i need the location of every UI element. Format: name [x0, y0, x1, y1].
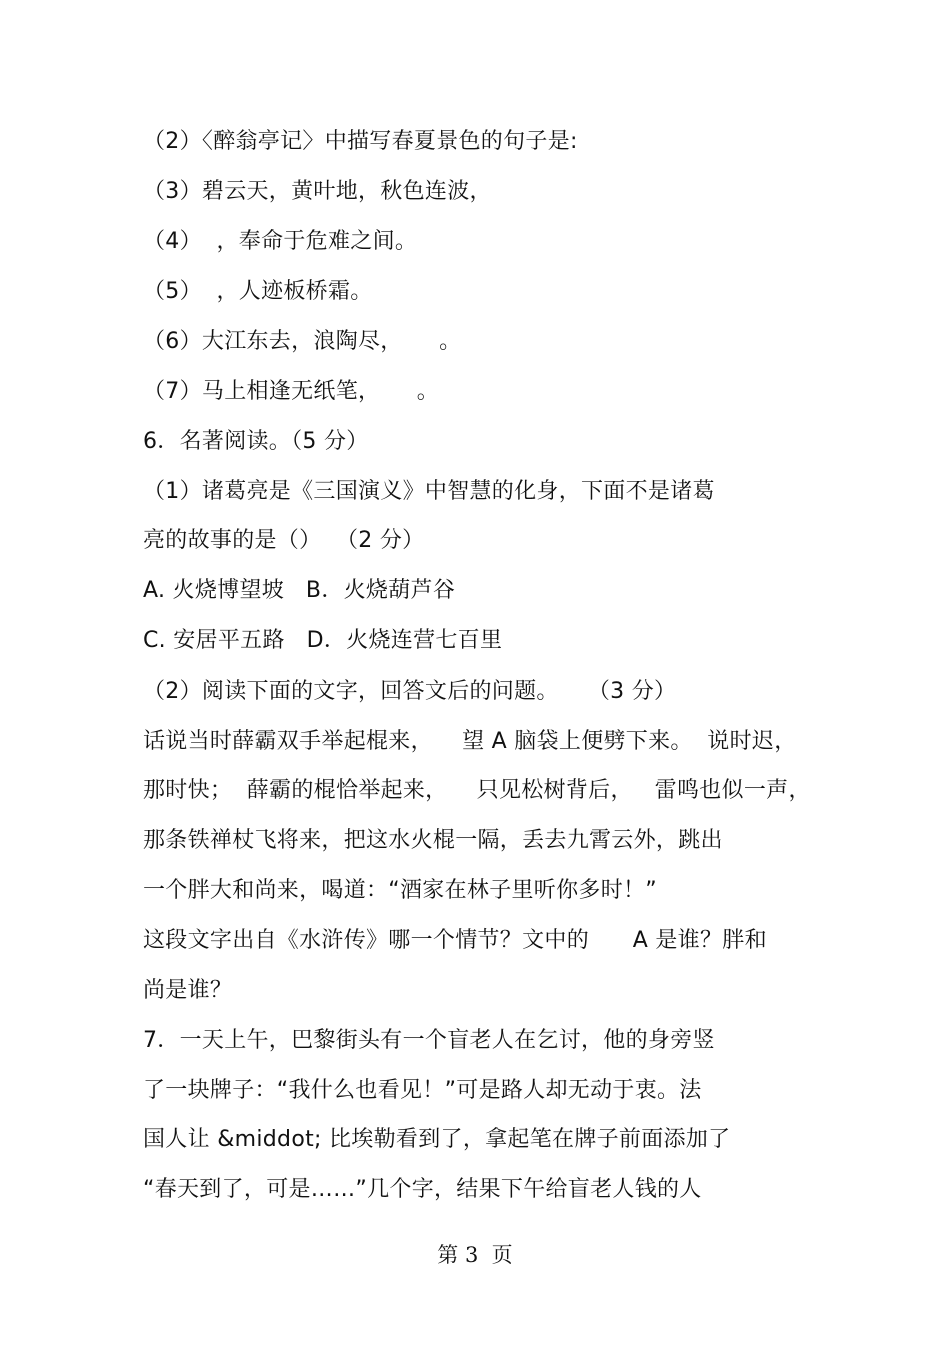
text-line: （2）〈醉翁亭记〉中描写春夏景色的句子是:	[143, 129, 578, 154]
text-line: 了一块牌子：“我什么也看见！”可是路人却无动于衷。法	[143, 1078, 702, 1103]
text-line: （4） ，奉命于危难之间。	[143, 229, 418, 254]
text-line: （1）诸葛亮是《三国演义》中智慧的化身，下面不是诸葛	[143, 479, 715, 504]
text-line: （5） ，人迹板桥霜。	[143, 279, 373, 304]
text-line: （6）大江东去，浪陶尽， 。	[143, 329, 462, 354]
text-line: （2）阅读下面的文字，回答文后的问题。 （3 分）	[143, 679, 677, 704]
passage-line: 那条铁禅杖飞将来，把这水火棍一隔，丢去九霄云外，跳出	[143, 828, 723, 853]
text-line: （7）马上相逢无纸笔， 。	[143, 379, 440, 404]
text-line: （3）碧云天，黄叶地，秋色连波，	[143, 179, 492, 204]
text-line: 亮的故事的是（） （2 分）	[143, 528, 425, 553]
passage-line: 话说当时薛霸双手举起棍来， 望 A 脑袋上便劈下来。 说时迟，	[143, 729, 797, 754]
text-line: 国人让 &middot; 比埃勒看到了，拿起笔在牌子前面添加了	[143, 1127, 731, 1152]
page-number: 第 3 页	[437, 1243, 513, 1267]
answer-option-line: A. 火烧博望坡 B．火烧葫芦谷	[143, 578, 456, 603]
text-line: 尚是谁？	[143, 978, 233, 1003]
section-heading: 6．名著阅读。（5 分）	[143, 429, 369, 454]
answer-option-line: C. 安居平五路 D．火烧连营七百里	[143, 628, 503, 653]
passage-line: 那时快； 薛霸的棍恰举起来， 只见松树背后， 雷鸣也似一声，	[143, 778, 811, 803]
section-heading: 7．一天上午，巴黎街头有一个盲老人在乞讨，他的身旁竖	[143, 1028, 715, 1053]
passage-line: 一个胖大和尚来，喝道：“酒家在林子里听你多时！”	[143, 878, 657, 903]
text-line: “春天到了，可是……”几个字，结果下午给盲老人钱的人	[143, 1177, 702, 1202]
text-line: 这段文字出自《水浒传》哪一个情节？文中的 A 是谁？胖和	[143, 928, 767, 953]
